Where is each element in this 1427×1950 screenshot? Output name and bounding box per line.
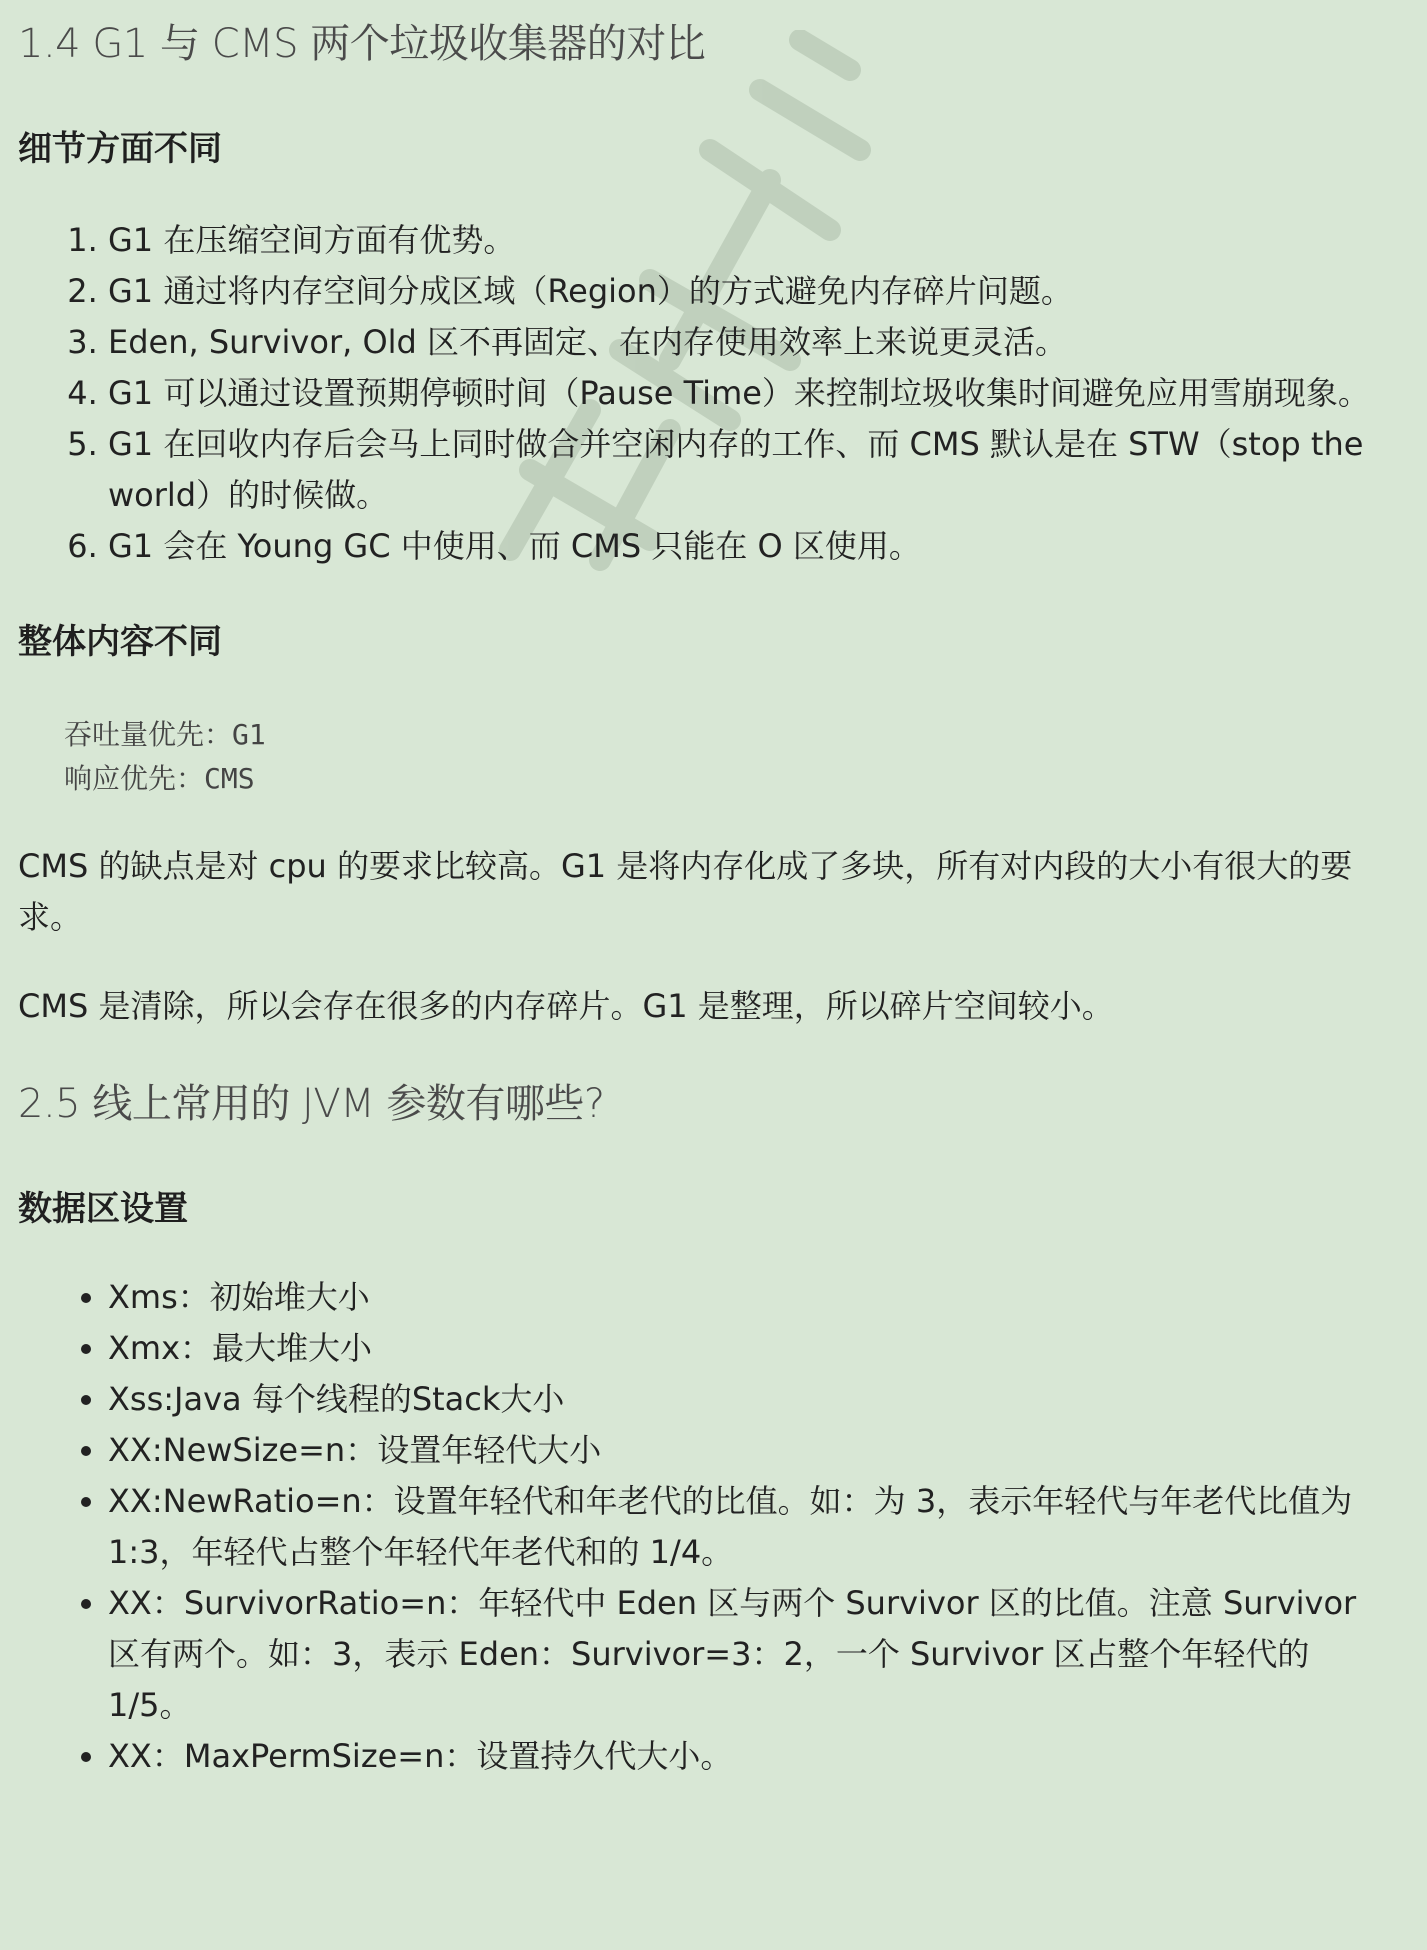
list-item: 5. G1 在回收内存后会马上同时做合并空闲内存的工作、而 CMS 默认是在 STW（stop the world）的时候做。 <box>108 419 1388 521</box>
paragraph: CMS 的缺点是对 cpu 的要求比较高。G1 是将内存化成了多块，所有对内段的大小有很大的要求。 <box>18 847 1353 936</box>
section-title-g1-cms: 1.4 G1 与 CMS 两个垃圾收集器的对比 <box>18 21 706 67</box>
list-item: • Xms：初始堆大小 <box>108 1272 1388 1323</box>
list-item: 2. G1 通过将内存空间分成区域（Region）的方式避免内存碎片问题。 <box>108 266 1388 317</box>
list-item: 4. G1 可以通过设置预期停顿时间（Pause Time）来控制垃圾收集时间避免应用雪崩现象。 <box>108 368 1388 419</box>
code-line: 响应优先：CMS <box>64 762 255 795</box>
list-item: • Xss:Java 每个线程的Stack大小 <box>108 1374 1388 1425</box>
document-content <box>18 12 1388 1782</box>
code-line: 吞吐量优先：G1 <box>64 718 266 751</box>
heading-detail-differences: 细节方面不同 <box>18 129 222 169</box>
list-item: 6. G1 会在 Young GC 中使用、而 CMS 只能在 O 区使用。 <box>108 521 1388 572</box>
heading-overall-differences: 整体内容不同 <box>18 622 222 662</box>
paragraph: CMS 是清除，所以会存在很多的内存碎片。G1 是整理，所以碎片空间较小。 <box>18 987 1114 1025</box>
list-item: • XX：SurvivorRatio=n：年轻代中 Eden 区与两个 Survivor 区的比值。注意 Survivor 区有两个。如：3，表示 Eden：Survivor=3：2，一个 Survivor 区占整个年轻代的 1/5。 <box>108 1578 1388 1731</box>
list-item: 3. Eden, Survivor, Old 区不再固定、在内存使用效率上来说更灵活。 <box>108 317 1388 368</box>
code-block <box>18 713 1388 801</box>
section-title-jvm-params: 2.5 线上常用的 JVM 参数有哪些? <box>18 1081 605 1127</box>
list-item: • Xmx：最大堆大小 <box>108 1323 1388 1374</box>
list-item: 1. G1 在压缩空间方面有优势。 <box>108 215 1388 266</box>
list-item: • XX：MaxPermSize=n：设置持久代大小。 <box>108 1731 1388 1782</box>
list-item: • XX:NewSize=n：设置年轻代大小 <box>108 1425 1388 1476</box>
jvm-params-list <box>18 1272 1388 1782</box>
heading-data-area-settings: 数据区设置 <box>18 1189 188 1229</box>
list-item: • XX:NewRatio=n：设置年轻代和年老代的比值。如：为 3，表示年轻代与年老代比值为 1:3，年轻代占整个年轻代年老代和的 1/4。 <box>108 1476 1388 1578</box>
detail-differences-list <box>18 215 1388 572</box>
